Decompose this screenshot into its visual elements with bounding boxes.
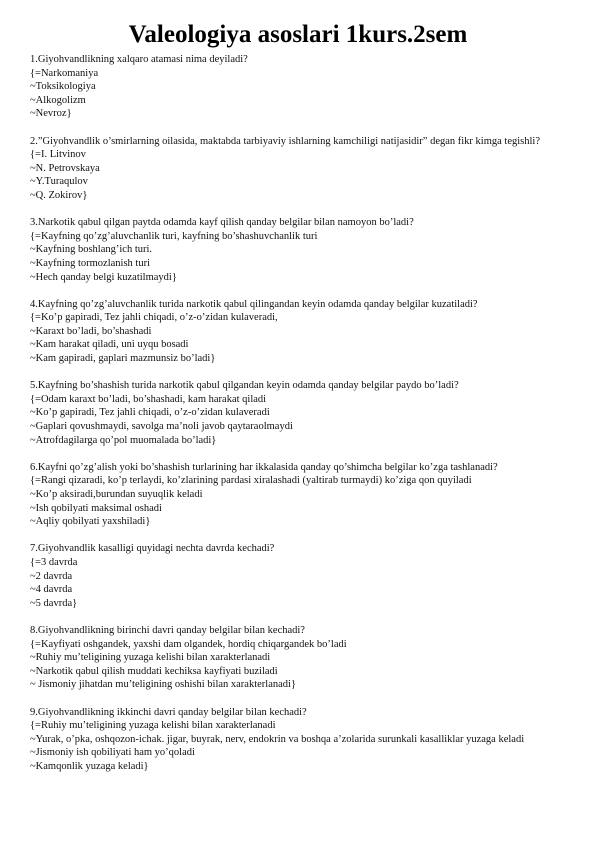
- answer-option: ~Ruhiy mu’teligining yuzaga kelishi bilan xarakterlanadi: [30, 652, 271, 664]
- answer-option: ~Ish qobilyati maksimal oshadi: [30, 502, 162, 514]
- answer-option: ~Alkogolizm: [30, 94, 86, 106]
- answer-option: {=Kayfning qo’zg’aluvchanlik turi, kayfning bo’shashuvchanlik turi: [30, 230, 318, 242]
- answer-option: ~Gaplari qovushmaydi, savolga ma’noli javob qaytaraolmaydi: [30, 421, 293, 433]
- answer-option: {=I. Litvinov: [30, 149, 86, 161]
- question-block: [30, 135, 575, 203]
- answer-option: ~N. Petrovskaya: [30, 162, 100, 174]
- question-text: 1.Giyohvandlikning xalqaro atamasi nima deyiladi?: [30, 54, 248, 65]
- answer-option: ~Kam harakat qiladi, uni uyqu bosadi: [30, 339, 189, 351]
- answer-option: ~Yurak, o’pka, oshqozon-ichak. jigar, buyrak, nerv, endokrin va boshqa a’zolarida surunkali kasalliklar yuzaga keladi: [30, 733, 525, 745]
- answer-option: {=Ruhiy mu’teligining yuzaga kelishi bilan xarakterlanadi: [30, 720, 276, 732]
- answer-option: ~Atrofdagilarga qo’pol muomalada bo’ladi}: [30, 434, 217, 446]
- answer-option: ~Nevroz}: [30, 108, 72, 120]
- answer-option: ~Kayfning boshlang’ich turi.: [30, 244, 153, 256]
- answer-option: ~Aqliy qobilyati yaxshiladi}: [30, 516, 151, 528]
- answer-option: {=Rangi qizaradi, ko’p terlaydi, ko’zlarining pardasi xiralashadi (yaltirab turmaydi) ko’ziga qon quyiladi: [30, 475, 472, 487]
- answer-option: ~Kam gapiradi, gaplari mazmunsiz bo’ladi}: [30, 353, 216, 365]
- document-title: Valeologiya asoslari 1kurs.2sem: [128, 21, 468, 48]
- question-block: [30, 379, 575, 447]
- question-text: 9.Giyohvandlikning ikkinchi davri qanday belgilar bilan kechadi?: [30, 706, 307, 718]
- question-text: 5.Kayfning bo’shashish turida narkotik qabul qilgandan keyin odamda qanday belgilar paydo bo’ladi?: [30, 380, 459, 392]
- question-block: [30, 53, 575, 121]
- question-block: [30, 706, 575, 774]
- answer-option: {=Odam karaxt bo’ladi, bo’shashadi, kam harakat qiladi: [30, 393, 267, 405]
- answer-option: ~Karaxt bo’ladi, bo’shashadi: [30, 325, 152, 337]
- answer-option: {=3 davrda: [30, 556, 78, 568]
- question-text: 6.Kayfni qo’zg’alish yoki bo’shashish turlarining har ikkalasida qanday qo’shimcha belgilar ko’zga tashlanadi?: [30, 461, 498, 473]
- question-text: 7.Giyohvandlik kasalligi quyidagi nechta davrda kechadi?: [30, 543, 275, 555]
- question-block: [30, 542, 575, 610]
- answer-option: ~Ko’p aksiradi,burundan suyuqlik keladi: [30, 489, 203, 500]
- answer-option: {=Kayfiyati oshgandek, yaxshi dam olgandek, hordiq chiqargandek bo’ladi: [30, 638, 347, 650]
- answer-option: ~ Jismoniy jihatdan mu’teligining oshishi bilan xarakterlanadi}: [30, 679, 296, 691]
- answer-option: ~2 davrda: [30, 570, 73, 582]
- question-text: 8.Giyohvandlikning birinchi davri qanday belgilar bilan kechadi?: [30, 624, 305, 636]
- answer-option: ~5 davrda}: [30, 597, 78, 609]
- answer-option: ~Kamqonlik yuzaga keladi}: [30, 760, 149, 772]
- answer-option: ~Hech qanday belgi kuzatilmaydi}: [30, 271, 177, 283]
- question-block: [30, 216, 575, 284]
- answer-option: ~Q. Zokirov}: [30, 189, 88, 201]
- answer-option: {=Narkomaniya: [30, 67, 99, 79]
- answer-option: ~Y.Turaqulov: [30, 176, 88, 188]
- question-text: 2.”Giyohvandlik o’smirlarning oilasida, maktabda tarbiyaviy ishlarning kamchiligi natijasidir” degan fikr kimga tegishli?: [30, 135, 541, 147]
- question-block: [30, 624, 575, 692]
- question-block: [30, 461, 575, 529]
- answer-option: ~Kayfning tormozlanish turi: [30, 257, 150, 269]
- answer-option: ~4 davrda: [30, 584, 73, 596]
- answer-option: {=Ko’p gapiradi, Tez jahli chiqadi, o’z-o’zidan kulaveradi,: [30, 312, 278, 324]
- question-block: [30, 298, 575, 366]
- answer-option: ~Ko’p gapiradi, Tez jahli chiqadi, o’z-o’zidan kulaveradi: [30, 407, 270, 419]
- answer-option: ~Narkotik qabul qilish muddati kechiksa kayfiyati buziladi: [30, 665, 278, 677]
- answer-option: ~Toksikologiya: [30, 81, 96, 93]
- answer-option: ~Jismoniy ish qobiliyati ham yo’qoladi: [30, 747, 195, 759]
- question-text: 3.Narkotik qabul qilgan paytda odamda kayf qilish qanday belgilar bilan namoyon bo’ladi?: [30, 217, 414, 229]
- question-text: 4.Kayfning qo’zg’aluvchanlik turida narkotik qabul qilingandan keyin odamda qanday belgilar kuzatiladi?: [30, 298, 478, 310]
- question-list: [30, 53, 575, 787]
